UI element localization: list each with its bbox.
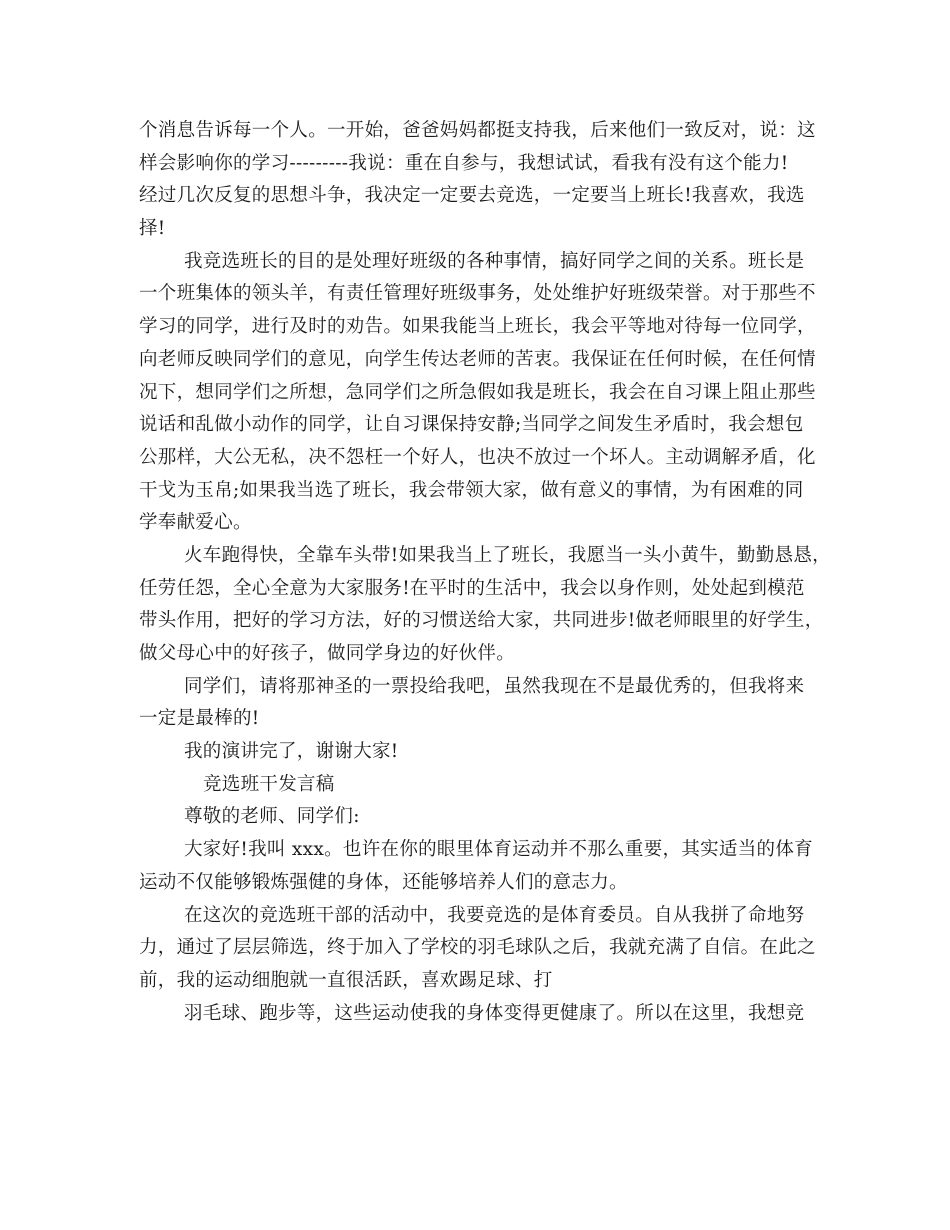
text-line: 羽毛球、跑步等，这些运动使我的身体变得更健康了。所以在这里，我想竞: [184, 1002, 805, 1024]
text-line: 样会影响你的学习---------我说：重在自参与，我想试试，看我有没有这个能力!: [139, 152, 789, 174]
text-line: 学习的同学，进行及时的劝告。如果我能当上班长，我会平等地对待每一位同学，: [139, 316, 816, 338]
text-line: 任劳任怨，全心全意为大家服务!在平时的生活中，我会以身作则，处处起到模范: [139, 577, 805, 599]
text-line: 干戈为玉帛;如果我当选了班长，我会带领大家，做有意义的事情，为有困难的同: [139, 479, 804, 501]
text-line: 前，我的运动细胞就一直很活跃，喜欢踢足球、打: [139, 969, 553, 991]
text-line: 经过几次反复的思想斗争，我决定一定要去竞选，一定要当上班长!我喜欢，我选: [139, 185, 805, 207]
text-line: 向老师反映同学们的意见，向学生传达老师的苦衷。我保证在任何时候，在任何情: [139, 348, 816, 370]
text-line: 说话和乱做小动作的同学，让自习课保持安静;当同学之间发生矛盾时，我会想包: [139, 414, 804, 436]
text-line: 力，通过了层层筛选，终于加入了学校的羽毛球队之后，我就充满了自信。在此之: [139, 937, 816, 959]
text-line: 带头作用，把好的学习方法，好的习惯送给大家，共同进步!做老师眼里的好学生，: [139, 610, 824, 632]
text-line: 一个班集体的领头羊，有责任管理好班级事务，处处维护好班级荣誉。对于那些不: [139, 283, 816, 305]
text-line: 运动不仅能够锻炼强健的身体，还能够培养人们的意志力。: [139, 871, 628, 893]
text-line: 我的演讲完了，谢谢大家!: [184, 741, 399, 763]
text-line: 个消息告诉每一个人。一开始，爸爸妈妈都挺支持我，后来他们一致反对，说：这: [139, 120, 816, 141]
text-line: 学奉献爱心。: [139, 512, 252, 534]
text-line: 况下，想同学们之所想，急同学们之所急假如我是班长，我会在自习课上阻止那些: [139, 381, 816, 403]
text-line: 一定是最棒的!: [139, 708, 260, 730]
text-line: 做父母心中的好孩子，做同学身边的好伙伴。: [139, 643, 516, 664]
section-title: 竞选班干发言稿: [203, 773, 335, 795]
text-line: 我竞选班长的目的是处理好班级的各种事情，搞好同学之间的关系。班长是: [184, 250, 805, 272]
text-line: 同学们，请将那神圣的一票投给我吧，虽然我现在不是最优秀的，但我将来: [184, 675, 805, 697]
text-line: 公那样，大公无私，决不怨枉一个好人，也决不放过一个坏人。主动调解矛盾，化: [139, 446, 816, 468]
text-line: 在这次的竞选班干部的活动中，我要竞选的是体育委员。自从我拼了命地努: [184, 904, 805, 926]
text-line: 择!: [139, 218, 166, 240]
text-line: 火车跑得快，全靠车头带!如果我当上了班长，我愿当一头小黄牛，勤勤恳恳，: [184, 544, 831, 566]
text-line: 尊敬的老师、同学们:: [184, 806, 360, 828]
text-line: 大家好!我叫 xxx。也许在你的眼里体育运动并不那么重要，其实适当的体育: [184, 839, 813, 861]
document-body: [139, 115, 829, 1030]
